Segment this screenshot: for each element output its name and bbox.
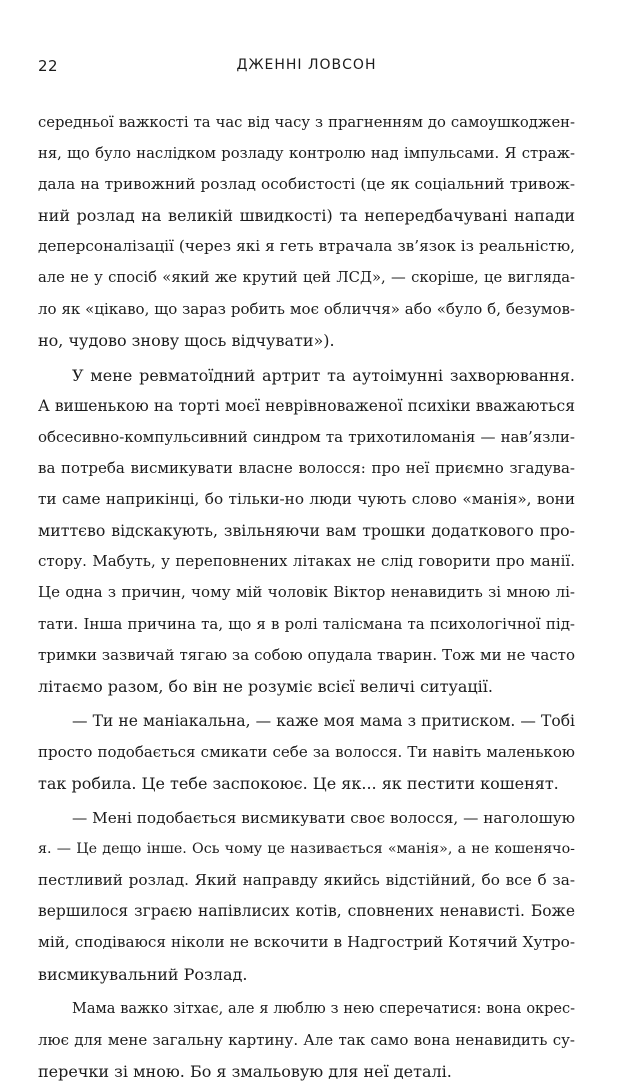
text-line: вершилося зграєю напівлисих котів, сповнених ненависті. Боже bbox=[38, 902, 575, 921]
text-line: обсесивно-компульсивний синдром та трихотиломанія — нав’язли- bbox=[38, 427, 575, 446]
text-line: Це одна з причин, чому мій чоловік Віктор ненавидить зі мною лі- bbox=[38, 583, 575, 602]
text-line: — Ти не маніакальна, — каже моя мама з притиском. — Тобі bbox=[72, 711, 575, 730]
text-line: ва потреба висмикувати власне волосся: про неї приємно згадува- bbox=[38, 459, 575, 478]
text-line: но, чудово знову щось відчувати»). bbox=[38, 330, 335, 350]
text-line: просто подобається смикати себе за волосся. Ти навіть маленькою bbox=[38, 742, 575, 761]
body-text bbox=[38, 107, 575, 1087]
text-line: але не у спосіб «який же крутий цей ЛСД», — скоріше, це вигляда- bbox=[38, 269, 575, 287]
paragraph bbox=[38, 706, 575, 799]
text-line: ти саме наприкінці, бо тільки-но люди чують слово «манія», вони bbox=[38, 490, 575, 509]
text-line: тримки зазвичай тягаю за собою опудала тварин. Тож ми не часто bbox=[38, 645, 575, 664]
text-line: ло як «цікаво, що зараз робить моє обличчя» або «було б, безумов- bbox=[38, 299, 575, 318]
text-line: літаємо разом, бо він не розуміє всієї величі ситуації. bbox=[38, 676, 493, 696]
text-line: деперсоналізації (через які я геть втрачала зв’язок із реальністю, bbox=[38, 237, 575, 256]
text-line: перечки зі мною. Бо я змальовую для неї деталі. bbox=[38, 1061, 452, 1081]
paragraph bbox=[38, 107, 575, 356]
text-line: лює для мене загальну картину. Але так само вона ненавидить су- bbox=[38, 1030, 575, 1049]
paragraph bbox=[38, 994, 575, 1087]
text-line: я. — Це дещо інше. Ось чому це називається «манія», а не кошенячо- bbox=[38, 841, 575, 858]
text-line: тати. Інша причина та, що я в ролі талісмана та психологічної під- bbox=[38, 614, 575, 633]
text-line: ня, що було наслідком розладу контролю над імпульсами. Я страж- bbox=[38, 145, 575, 163]
text-line: У мене ревматоїдний артрит та аутоімунні захворювання. bbox=[72, 365, 575, 385]
running-head-author: ДЖЕННІ ЛОВСОН bbox=[236, 57, 377, 73]
page-header bbox=[38, 57, 575, 79]
page-number: 22 bbox=[38, 57, 59, 75]
text-line: миттєво відскакують, звільняючи вам трошки додаткового про- bbox=[38, 521, 575, 541]
paragraph bbox=[38, 360, 575, 702]
text-line: мій, сподіваюся ніколи не вскочити в Надгострий Котячий Хутро- bbox=[38, 933, 575, 952]
text-line: висмикувальний Розлад. bbox=[38, 964, 248, 984]
text-line: середньої важкості та час від часу з прагненням до самоушкоджен- bbox=[38, 114, 575, 131]
text-line: ний розлад на великій швидкості) та непередбачувані напади bbox=[38, 206, 575, 226]
text-line: пестливий розлад. Який направду якийсь відстійний, бо все б за- bbox=[38, 871, 575, 890]
text-line: стору. Мабуть, у переповнених літаках не слід говорити про манії. bbox=[38, 552, 575, 571]
text-line: Мама важко зітхає, але я люблю з нею сперечатися: вона окрес- bbox=[72, 1000, 575, 1017]
text-line: А вишенькою на торті моєї неврівноваженої психіки вважаються bbox=[38, 396, 575, 415]
text-line: дала на тривожний розлад особистості (це як соціальний тривож- bbox=[38, 175, 575, 194]
text-line: так робила. Це тебе заспокоює. Це як... як пестити кошенят. bbox=[38, 773, 559, 793]
text-line: — Мені подобається висмикувати своє волосся, — наголошую bbox=[72, 809, 575, 828]
paragraph bbox=[38, 803, 575, 990]
